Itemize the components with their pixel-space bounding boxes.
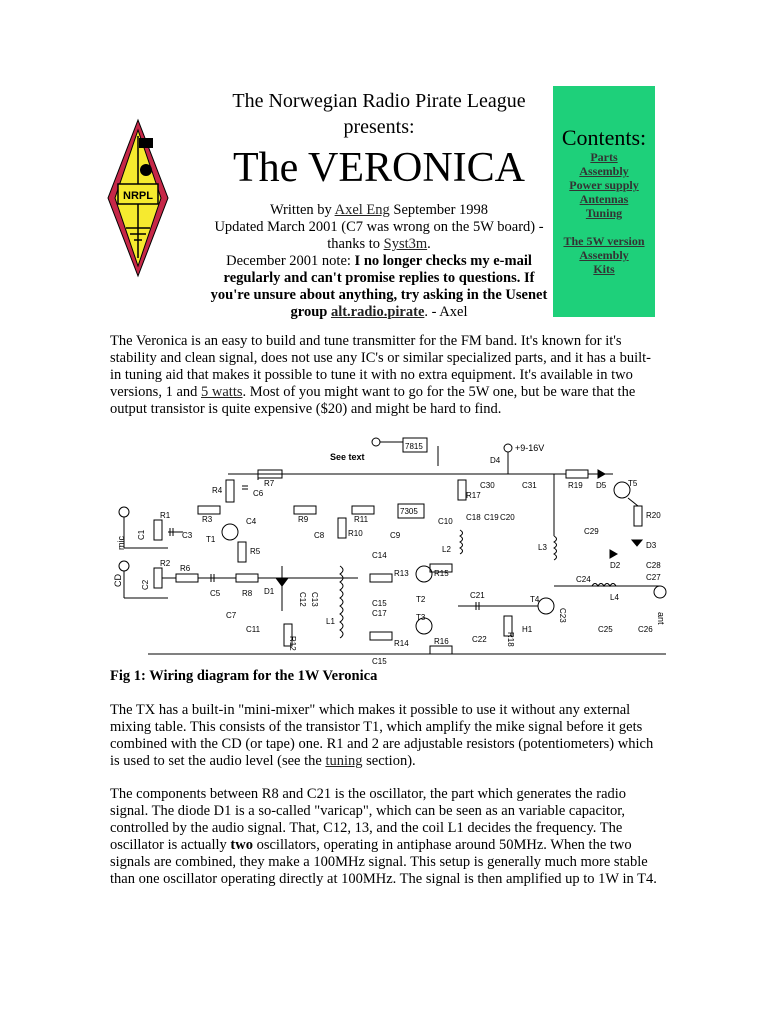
label-c15b: C15: [372, 657, 387, 666]
label-r16: R16: [434, 637, 449, 646]
note-prefix: December 2001 note:: [226, 253, 355, 269]
nrpl-logo: [106, 118, 170, 280]
label-r15: R15: [434, 569, 449, 578]
usenet-link[interactable]: alt.radio.pirate: [330, 304, 425, 320]
label-cd: CD: [113, 574, 123, 587]
label-c6: C6: [253, 489, 264, 498]
para2-text-1: The TX has a built-in "mini-mixer" which makes it possible to use it without any external mixing table. This consists of the transistor T1, which amplify the mike signal before it gets combined with the CD (or tape) one. R1 and 2 are adjustable resistors (potentiometers) which is used to set the audio level (see the: [110, 702, 654, 769]
label-l4: L4: [610, 593, 619, 602]
label-c14: C14: [372, 551, 387, 560]
label-see-text: See text: [330, 452, 365, 462]
contents-box: [553, 86, 655, 317]
label-r11: R11: [354, 515, 369, 524]
label-c2: C2: [141, 579, 150, 590]
label-r3: R3: [202, 515, 213, 524]
label-d1: D1: [264, 587, 275, 596]
contents-title: Contents:: [561, 125, 647, 150]
label-reg2: 7305: [400, 507, 418, 516]
written-prefix: Written by: [269, 202, 335, 218]
label-reg1: 7815: [405, 442, 423, 451]
label-r17: R17: [466, 491, 481, 500]
figure-caption: Fig 1: Wiring diagram for the 1W Veronica: [110, 668, 378, 684]
mixer-paragraph: [110, 702, 662, 770]
note-bold: I no longer checks my e-mail regularly and can't promise replies to questions. If you're unsure about anything, try asking in the Usenet group: [210, 253, 548, 320]
label-r7: R7: [264, 479, 275, 488]
label-c15: C15: [372, 599, 387, 608]
contents-link-kits[interactable]: Kits: [593, 262, 615, 276]
label-l2: L2: [442, 545, 451, 554]
label-r2: R2: [160, 559, 171, 568]
contents-link-power-supply[interactable]: Power supply: [569, 178, 639, 192]
5-watts-link[interactable]: 5 watts: [201, 384, 243, 400]
label-r14: R14: [394, 639, 409, 648]
para2-text-2: section).: [362, 753, 416, 769]
intro-text-1: The Veronica is an easy to build and tune transmitter for the FM band. It's known for it's stability and clean signal, does not use any IC's or similar specialized parts, and it has a built-in tuning aid that makes it possible to tune it with no extra equipment. It's available in two versions, 1 and: [110, 333, 651, 400]
label-r4: R4: [212, 486, 223, 495]
label-t3: T3: [416, 613, 426, 622]
label-r13: R13: [394, 569, 409, 578]
contents-link-5w-version[interactable]: The 5W version: [563, 234, 645, 248]
para3-bold: two: [230, 837, 253, 853]
label-c25: C25: [598, 625, 613, 634]
byline: [205, 202, 553, 321]
label-d3: D3: [646, 541, 657, 550]
logo-text: NRPL: [123, 190, 153, 202]
label-c19: C19: [484, 513, 499, 522]
thanks-link[interactable]: Syst3m: [383, 236, 428, 252]
label-c30: C30: [480, 481, 495, 490]
label-d5: D5: [596, 481, 607, 490]
para3-text-2: oscillators, operating in antiphase around 50MHz. When the two signals are combined, they make a 100MHz signal. This setup is generally much more stable than one oscillator operating directly at 100MHz. The signal is then amplified up to 1W in T4.: [110, 837, 657, 887]
label-c17: C17: [372, 609, 387, 618]
label-h1: H1: [522, 625, 533, 634]
label-r19: R19: [568, 481, 583, 490]
label-r8: R8: [242, 589, 253, 598]
label-c20: C20: [500, 513, 515, 522]
author-link[interactable]: Axel Eng: [334, 202, 390, 218]
oscillator-paragraph: [110, 786, 662, 888]
label-d2: D2: [610, 561, 621, 570]
label-c10: C10: [438, 517, 453, 526]
label-c27: C27: [646, 573, 661, 582]
label-r20: R20: [646, 511, 661, 520]
label-t2: T2: [416, 595, 426, 604]
label-c4: C4: [246, 517, 257, 526]
label-c21: C21: [470, 591, 485, 600]
label-t4: T4: [530, 595, 540, 604]
contents-link-assembly[interactable]: Assembly: [579, 164, 629, 178]
contents-link-antennas[interactable]: Antennas: [579, 192, 629, 206]
tuning-link[interactable]: tuning: [325, 753, 363, 769]
label-r5: R5: [250, 547, 261, 556]
label-c31: C31: [522, 481, 537, 490]
label-l3: L3: [538, 543, 547, 552]
label-c9: C9: [390, 531, 401, 540]
label-r12: R12: [288, 636, 297, 651]
header: [205, 88, 553, 321]
label-r6: R6: [180, 564, 191, 573]
label-c22: C22: [472, 635, 487, 644]
label-c8: C8: [314, 531, 325, 540]
intro-paragraph: [110, 333, 662, 418]
label-t1: T1: [206, 535, 216, 544]
label-mic: mic: [116, 536, 126, 550]
intro-text-2: . Most of you might want to go for the 5W one, but be ware that the output transistor is quite expensive ($20) and might be hard to find.: [110, 384, 636, 417]
label-ant: ant: [656, 612, 666, 625]
para3-text-1: The components between R8 and C21 is the oscillator, the part which generates the radio signal. The diode D1 is a so-called "varicap", which can be seen as an variable capacitor, controlled by the audio signal. That, C12, 13, and the coil L1 decides the frequency. The oscillator is actually: [110, 786, 627, 853]
contents-link-5w-assembly[interactable]: Assembly: [579, 248, 629, 262]
contents-link-tuning[interactable]: Tuning: [585, 206, 623, 220]
updated-text: Updated March 2001 (C7 was wrong on the 5W board) - thanks to: [214, 219, 544, 252]
thanks-end: .: [427, 236, 431, 252]
label-c29: C29: [584, 527, 599, 536]
label-c3: C3: [182, 531, 193, 540]
label-c13: C13: [310, 592, 319, 607]
page-title: The VERONICA: [232, 145, 526, 191]
wiring-diagram: [108, 436, 668, 666]
label-r1: R1: [160, 511, 171, 520]
signoff: . - Axel: [424, 304, 468, 320]
label-r18: R18: [506, 632, 515, 647]
label-t5: T5: [628, 479, 638, 488]
written-suffix: September 1998: [389, 202, 489, 218]
label-supply: +9-16V: [515, 443, 545, 453]
label-r9: R9: [298, 515, 309, 524]
label-c24: C24: [576, 575, 591, 584]
league-name: The Norwegian Radio Pirate League presents:: [232, 90, 526, 138]
label-c28: C28: [646, 561, 661, 570]
label-c5: C5: [210, 589, 221, 598]
label-c23: C23: [558, 608, 567, 623]
label-d4: D4: [490, 456, 501, 465]
label-c7: C7: [226, 611, 237, 620]
label-c26: C26: [638, 625, 653, 634]
contents-link-parts[interactable]: Parts: [590, 150, 618, 164]
label-c12: C12: [298, 592, 307, 607]
label-c11: C11: [246, 625, 261, 634]
label-l1: L1: [326, 617, 335, 626]
label-r10: R10: [348, 529, 363, 538]
label-c1: C1: [137, 529, 146, 540]
label-c18: C18: [466, 513, 481, 522]
